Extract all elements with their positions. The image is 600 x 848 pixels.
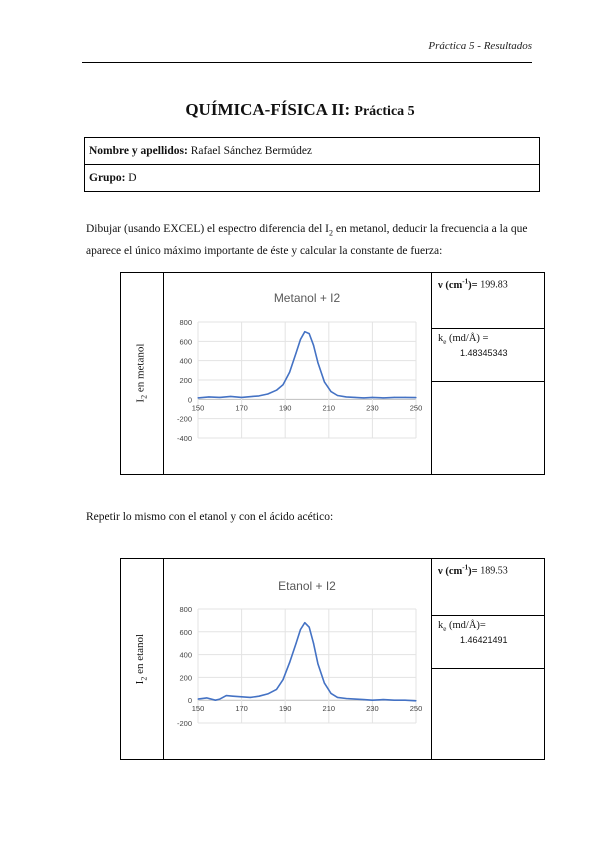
data-point <box>372 700 373 701</box>
data-point <box>354 698 355 699</box>
intro-text-2: en metanol, deducir la frecuencia a la que aparece el único máximo importante de éste y calcular la constante de fuerza: <box>86 223 528 258</box>
methanol-ylabel: $I_2$ en metanol <box>134 344 149 403</box>
data-point <box>241 397 242 398</box>
data-point <box>258 395 259 396</box>
data-point <box>276 689 277 690</box>
data-point <box>309 333 310 334</box>
data-point <box>363 397 364 398</box>
data-point <box>346 396 347 397</box>
data-point <box>337 395 338 396</box>
group-row <box>85 165 540 192</box>
intro-sub: 2 <box>329 228 333 238</box>
data-point <box>197 698 198 699</box>
data-point <box>300 629 301 630</box>
data-point <box>215 700 216 701</box>
repeat-paragraph: Repetir lo mismo con el etanol y con el ácido acético: <box>86 511 334 523</box>
name-cell <box>85 138 540 165</box>
data-point <box>267 693 268 694</box>
data-point <box>415 700 416 701</box>
data-point <box>267 393 268 394</box>
methanol-nu-cell <box>431 272 545 329</box>
nu-label: ν $(cm^{-1})=$ <box>438 277 478 291</box>
data-point <box>250 697 251 698</box>
data-point <box>405 397 406 398</box>
data-point <box>282 384 283 385</box>
y-tick-label: 0 <box>187 696 192 706</box>
ethanol-nu-value: 189.53 <box>480 565 508 577</box>
group-value: D <box>128 172 137 184</box>
data-point <box>383 699 384 700</box>
data-point <box>304 331 305 332</box>
y-tick-label: 400 <box>179 650 192 660</box>
methanol-empty-cell <box>431 381 545 475</box>
data-point <box>383 397 384 398</box>
data-point <box>372 397 373 398</box>
title-main: QUÍMICA-FÍSICA II: <box>185 100 351 119</box>
data-point <box>282 679 283 680</box>
y-tick-label: -400 <box>176 434 192 443</box>
data-point <box>230 396 231 397</box>
data-point <box>300 339 301 340</box>
data-point <box>208 396 209 397</box>
y-tick-label: 200 <box>179 376 192 385</box>
data-point <box>317 362 318 363</box>
data-point <box>232 696 233 697</box>
intro-text-1: Dibujar (usando EXCEL) el espectro diferencia del I <box>86 223 329 235</box>
data-point <box>197 397 198 398</box>
name-row <box>85 138 540 165</box>
ethanol-ke-cell <box>431 615 545 669</box>
methanol-ylabel-cell <box>120 272 164 475</box>
x-tick-label: 190 <box>278 403 292 413</box>
ethanol-ylabel-cell <box>120 558 164 760</box>
y-tick-label: 600 <box>179 627 192 637</box>
y-tick-label: 400 <box>179 356 192 366</box>
methanol-ke-cell <box>431 328 545 382</box>
ethanol-nu-cell <box>431 558 545 616</box>
data-point <box>324 683 325 684</box>
page-title <box>0 100 600 120</box>
intro-paragraph <box>86 220 546 260</box>
x-tick-label: 250 <box>409 704 423 714</box>
x-tick-label: 150 <box>191 704 205 714</box>
header-divider <box>82 62 532 63</box>
x-tick-label: 170 <box>235 704 248 714</box>
data-point <box>354 397 355 398</box>
data-point <box>405 700 406 701</box>
data-point <box>346 698 347 699</box>
data-point <box>337 697 338 698</box>
nu-label: ν $(cm^{-1})=$ <box>438 563 478 577</box>
ethanol-ylabel: $I_2$ en etanol <box>134 633 149 685</box>
series-line <box>198 623 416 701</box>
data-point <box>304 622 305 623</box>
data-point <box>219 397 220 398</box>
methanol-nu-value: 199.83 <box>480 279 508 291</box>
x-tick-label: 190 <box>278 704 292 714</box>
data-point <box>206 697 207 698</box>
data-point <box>309 627 310 628</box>
data-point <box>363 699 364 700</box>
x-tick-label: 210 <box>322 704 336 714</box>
y-tick-label: 600 <box>179 337 192 347</box>
group-cell <box>85 165 540 192</box>
y-tick-label: -200 <box>176 414 192 424</box>
data-point <box>276 390 277 391</box>
data-point <box>226 695 227 696</box>
data-point <box>219 698 220 699</box>
x-tick-label: 150 <box>191 403 205 413</box>
x-tick-label: 230 <box>366 704 379 714</box>
methanol-spectrum-chart <box>164 282 426 460</box>
name-label: Nombre y apellidos: <box>89 145 188 157</box>
x-tick-label: 170 <box>235 403 248 413</box>
data-point <box>330 693 331 694</box>
data-point <box>258 696 259 697</box>
y-tick-label: 800 <box>179 318 192 327</box>
data-point <box>289 662 290 663</box>
ethanol-empty-cell <box>431 668 545 760</box>
title-sub: Práctica 5 <box>354 104 415 119</box>
running-header: Práctica 5 - Resultados <box>428 40 532 52</box>
data-point <box>313 643 314 644</box>
data-point <box>324 381 325 382</box>
data-point <box>252 396 253 397</box>
data-point <box>289 372 290 373</box>
x-tick-label: 230 <box>366 403 379 413</box>
data-point <box>394 700 395 701</box>
data-point <box>330 391 331 392</box>
student-info-table <box>84 137 540 192</box>
data-point <box>415 397 416 398</box>
ke-label: $k_e$ (md/Å)= <box>438 620 486 634</box>
x-tick-label: 210 <box>322 403 336 413</box>
y-tick-label: 200 <box>179 673 192 683</box>
data-point <box>394 397 395 398</box>
data-point <box>313 345 314 346</box>
ethanol-spectrum-chart <box>164 570 426 740</box>
data-point <box>296 643 297 644</box>
chart-title: Etanol + I2 <box>278 579 336 593</box>
y-tick-label: 800 <box>179 605 192 614</box>
y-tick-label: -200 <box>176 719 192 728</box>
data-point <box>241 696 242 697</box>
data-point <box>317 663 318 664</box>
chart-title: Metanol + I2 <box>273 291 341 305</box>
ke-label: $k_e$ (md/Å) = <box>438 333 489 347</box>
y-tick-label: 0 <box>187 395 192 405</box>
ethanol-ke-value: 1.46421491 <box>460 635 508 646</box>
group-label: Grupo: <box>89 172 126 184</box>
x-tick-label: 250 <box>409 403 423 413</box>
methanol-ke-value: 1.48345343 <box>460 348 508 359</box>
name-value: Rafael Sánchez Bermúdez <box>190 145 313 157</box>
data-point <box>296 352 297 353</box>
